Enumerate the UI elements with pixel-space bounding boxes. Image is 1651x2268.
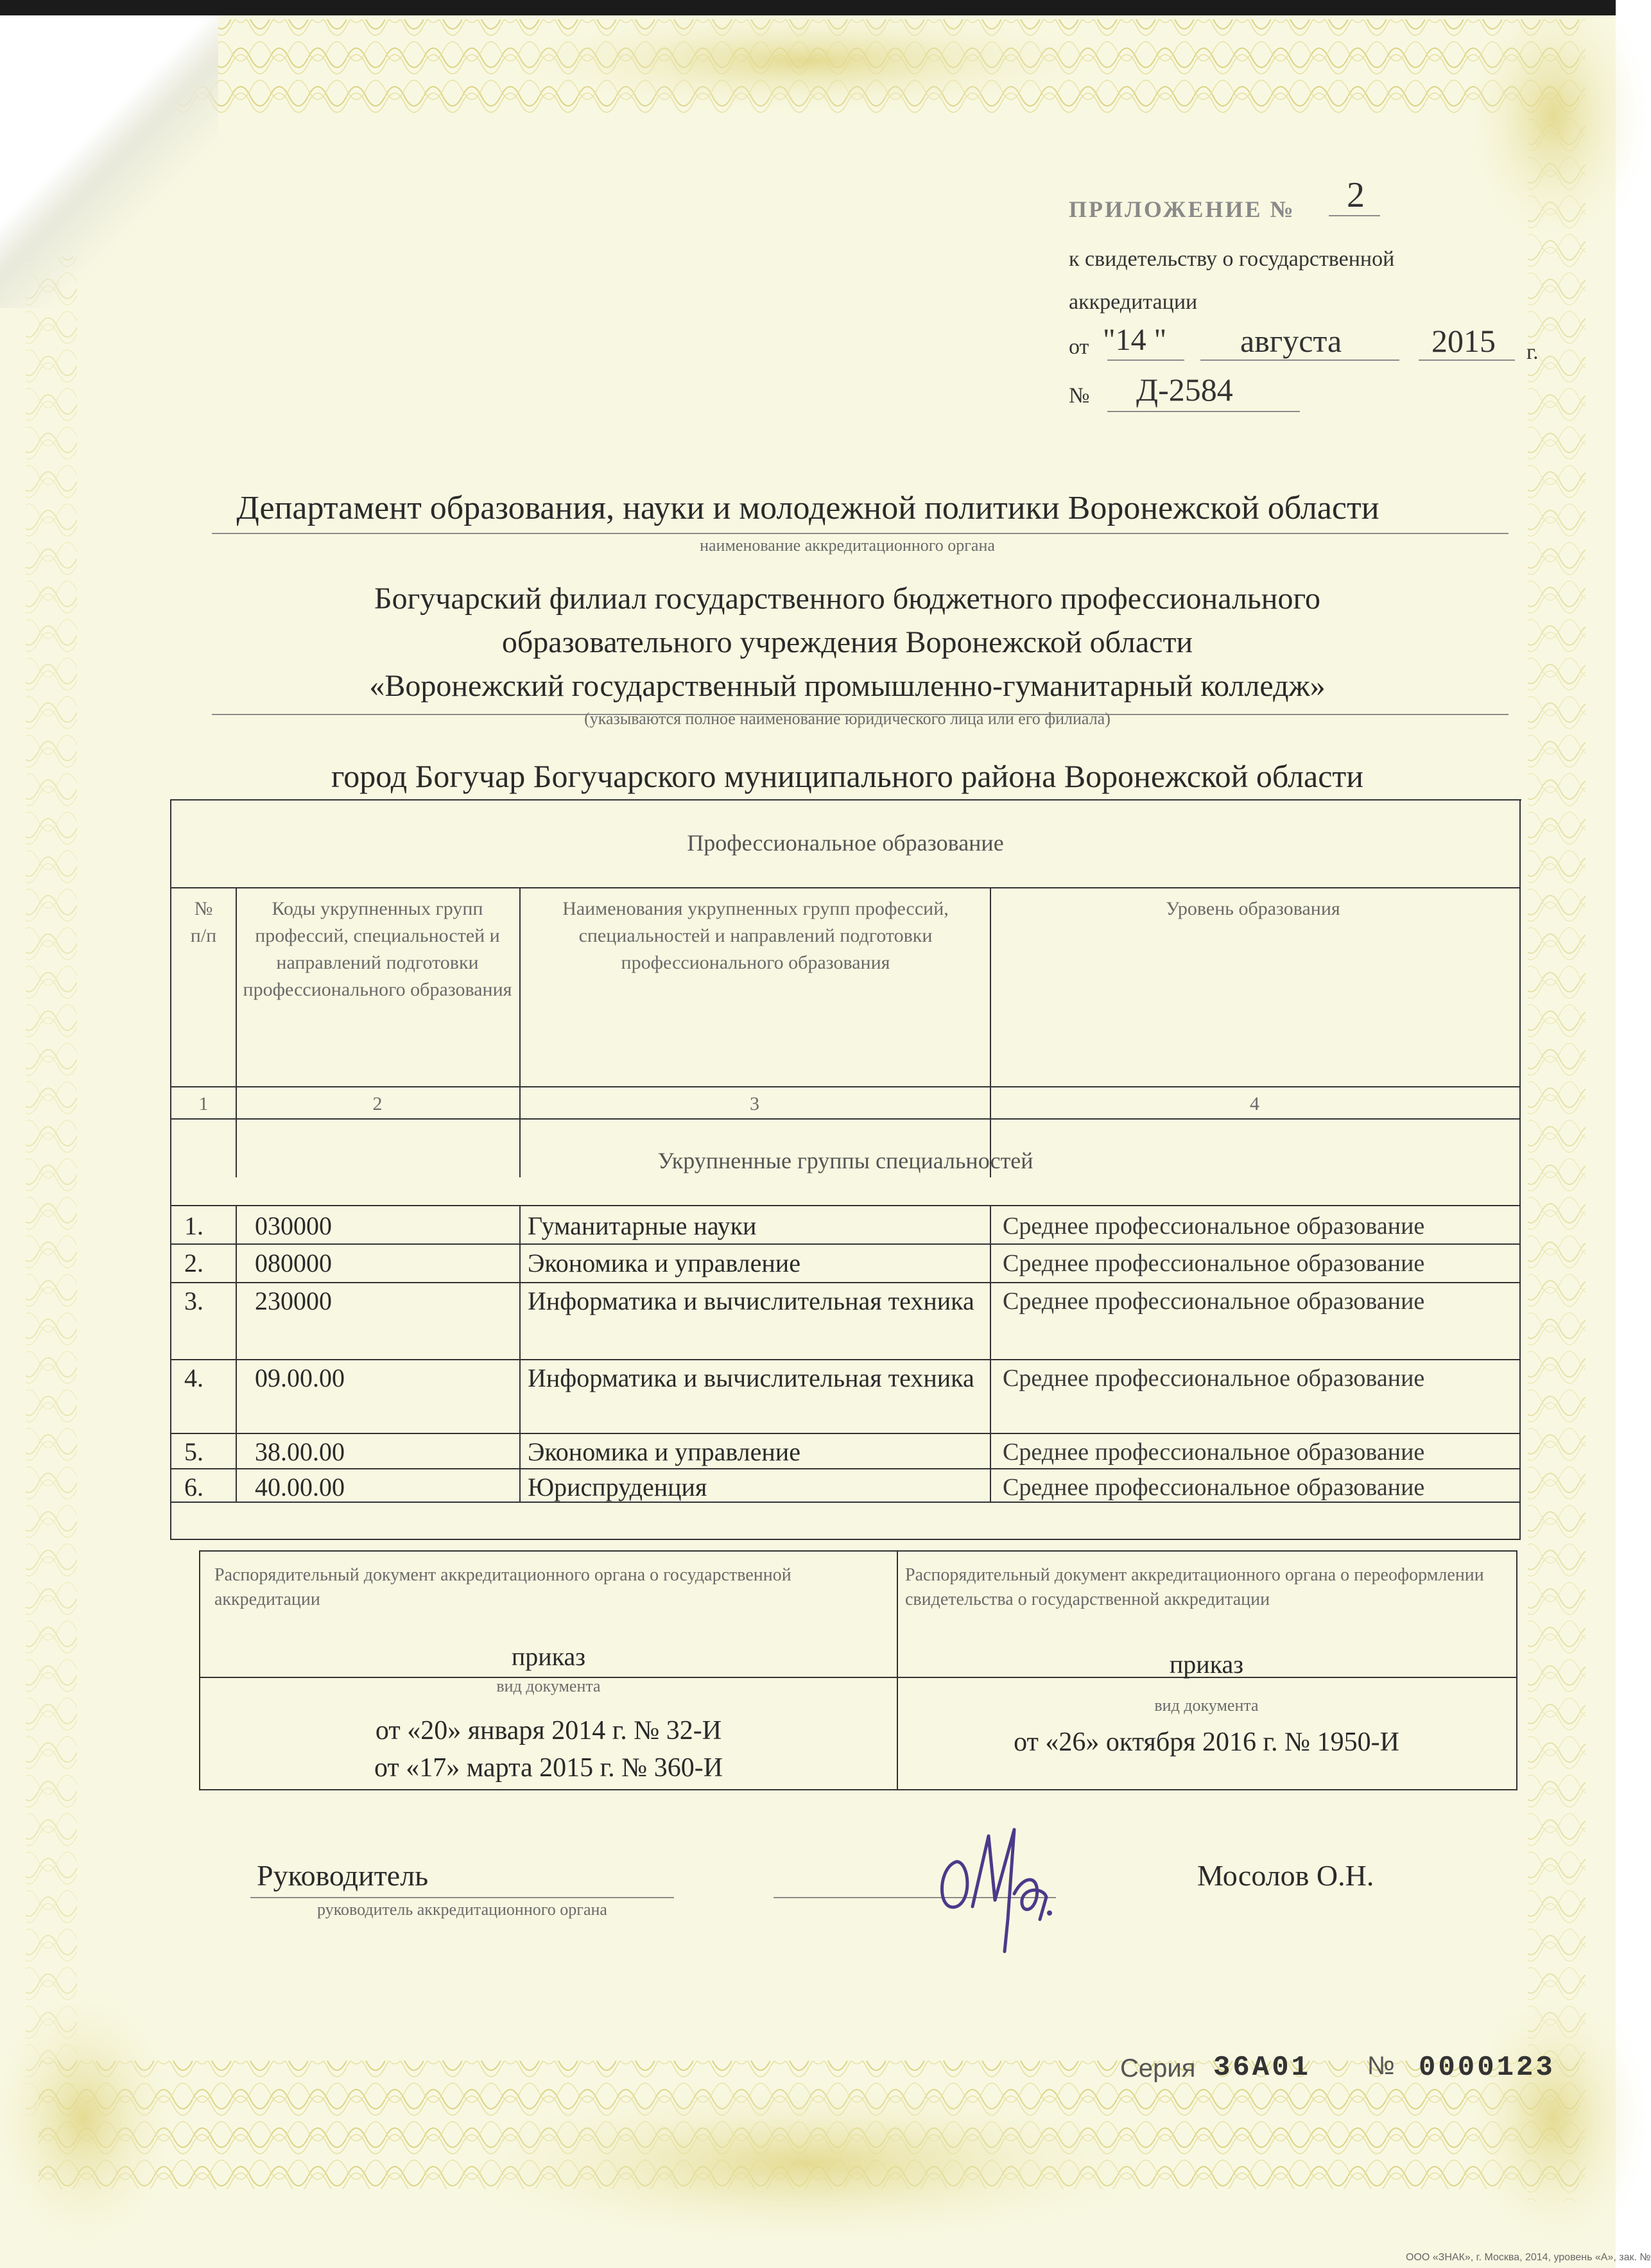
institution-line-1: Богучарский филиал государственного бюджетного профессионального [374, 582, 1320, 616]
orders-left-order-2: от «17» марта 2015 г. № 360-И [374, 1753, 723, 1783]
row-3-name: Информатика и вычислительная техника [528, 1286, 974, 1315]
folded-corner [0, 0, 218, 308]
header-codes: Коды укрупненных групп профессий, специальностей и направлений подготовки профессионального образования [243, 898, 512, 1000]
row-4-code: 09.00.00 [255, 1363, 345, 1392]
column-number-1: 1 [198, 1093, 209, 1114]
location: город Богучар Богучарского муниципального района Воронежской области [331, 758, 1364, 794]
orders-left-order-1: от «20» января 2014 г. № 32-И [375, 1716, 722, 1745]
row-1-number: 1. [184, 1211, 203, 1240]
orders-right-order-1: от «26» октября 2016 г. № 1950-И [1014, 1727, 1399, 1757]
row-2-name: Экономика и управление [528, 1249, 800, 1277]
annex-from-prefix: от [1069, 335, 1089, 359]
row-3-number: 3. [184, 1286, 203, 1315]
orders-right-type-caption: вид документа [1154, 1696, 1259, 1715]
orders-left-type-caption: вид документа [496, 1677, 601, 1695]
annex-day: "14 " [1103, 323, 1167, 357]
annex-year-suffix: г. [1526, 340, 1539, 364]
specialties-table [170, 799, 1521, 1540]
column-number-3: 3 [750, 1093, 759, 1114]
scan-top-edge [0, 0, 1616, 15]
table-subsection-title: Укрупненные группы специальностей [657, 1148, 1033, 1173]
annex-number: 2 [1347, 175, 1365, 215]
header-names: Наименования укрупненных групп профессий, специальностей и направлений подготовки профессионального образования [562, 898, 949, 973]
signer-position: Руководитель [257, 1859, 429, 1892]
institution-caption: (указываются полное наименование юридического лица или его филиала) [584, 709, 1111, 728]
row-6-number: 6. [184, 1473, 203, 1502]
row-4-level: Среднее профессиональное образование [1003, 1365, 1425, 1392]
signer-position-caption: руководитель аккредитационного органа [317, 1900, 607, 1919]
annex-month: августа [1240, 323, 1342, 359]
row-5-level: Среднее профессиональное образование [1003, 1439, 1425, 1466]
series-value: 36А01 [1213, 2052, 1311, 2084]
row-5-code: 38.00.00 [255, 1437, 345, 1466]
row-4-number: 4. [184, 1363, 203, 1392]
signer-name: Мосолов О.Н. [1197, 1859, 1374, 1892]
orders-right-type: приказ [1169, 1650, 1244, 1679]
column-number-2: 2 [372, 1093, 383, 1114]
header-number: № п/п [190, 898, 217, 946]
annex-label: ПРИЛОЖЕНИЕ № [1069, 196, 1295, 222]
printer-imprint: ООО «ЗНАК», г. Москва, 2014, уровень «А», зак. № [1406, 2252, 1651, 2263]
table-section-title: Профессиональное образование [687, 830, 1004, 856]
row-4-name: Информатика и вычислительная техника [528, 1363, 974, 1392]
column-number-4: 4 [1250, 1093, 1259, 1114]
row-6-code: 40.00.00 [255, 1473, 345, 1502]
annex-reg-number: Д-2584 [1136, 372, 1233, 408]
institution-line-2: образовательного учреждения Воронежской области [501, 625, 1193, 659]
header-level: Уровень образования [1166, 898, 1340, 919]
orders-block [199, 1550, 1517, 1790]
row-1-level: Среднее профессиональное образование [1003, 1213, 1425, 1240]
row-1-name: Гуманитарные науки [528, 1211, 757, 1240]
row-2-code: 080000 [255, 1249, 332, 1277]
serial-number-value: 0000123 [1419, 2052, 1555, 2084]
row-2-number: 2. [184, 1249, 203, 1277]
series-label: Серия [1120, 2054, 1196, 2082]
row-2-level: Среднее профессиональное образование [1003, 1250, 1425, 1277]
orders-left-type: приказ [511, 1642, 586, 1671]
annex-year: 2015 [1431, 323, 1496, 359]
row-5-name: Экономика и управление [528, 1437, 800, 1466]
row-5-number: 5. [184, 1437, 203, 1466]
row-1-code: 030000 [255, 1211, 332, 1240]
serial-number-label: № [1367, 2052, 1395, 2080]
annex-reg-prefix: № [1069, 384, 1090, 408]
row-6-name: Юриспруденция [528, 1473, 707, 1502]
orders-left-header: Распорядительный документ аккредитационного органа о государственной аккредитации [214, 1565, 791, 1609]
orders-right-header: Распорядительный документ аккредитационного органа о переоформлении свидетельства о государственной аккредитации [905, 1565, 1484, 1609]
annex-line-1: к свидетельству о государственной [1069, 247, 1395, 271]
handwritten-signature [912, 1791, 1078, 1958]
row-6-level: Среднее профессиональное образование [1003, 1474, 1425, 1501]
authority-name: Департамент образования, науки и молодежной политики Воронежской области [236, 490, 1379, 526]
authority-caption: наименование аккредитационного органа [700, 536, 995, 555]
row-3-level: Среднее профессиональное образование [1003, 1288, 1425, 1315]
institution-line-3: «Воронежский государственный промышленно-гуманитарный колледж» [369, 669, 1326, 703]
annex-line-2: аккредитации [1069, 290, 1198, 314]
row-3-code: 230000 [255, 1286, 332, 1315]
